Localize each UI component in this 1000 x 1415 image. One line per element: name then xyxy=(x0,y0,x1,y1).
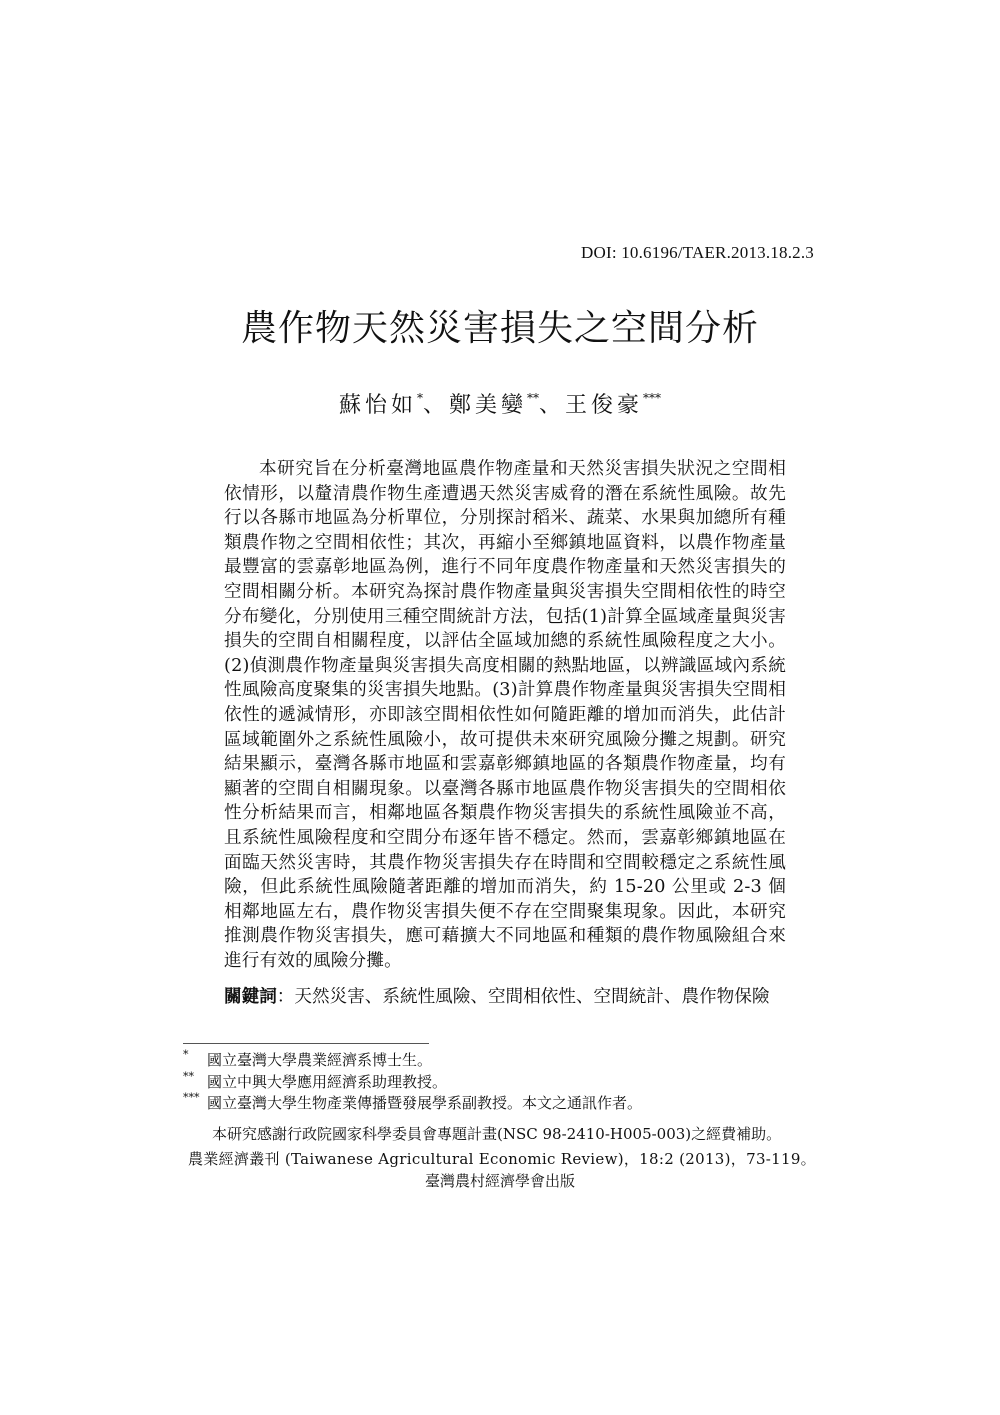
author-mark: * xyxy=(416,391,423,405)
author-mark: ** xyxy=(527,391,539,405)
footnote xyxy=(183,1069,823,1094)
abstract: 本研究旨在分析臺灣地區農作物產量和天然災害損失狀況之空間相依情形，以釐清農作物生產遭遇天然災害威脅的潛在系統性風險。故先行以各縣市地區為分析單位，分別探討稻米、蔬菜、水果與加總所有種類農作物之空間相依性；其次，再縮小至鄉鎮地區資料，以農作物產量最豐富的雲嘉彰地區為例，進行不同年度農作物產量和天然災害損失的空間相關分析。本研究為探討農作物產量與災害損失空間相依性的時空分布變化，分別使用三種空間統計方法，包括(1)計算全區域產量與災害損失的空間自相關程度，以評估全區域加總的系統性風險程度之大小。(2)偵測農作物產量與災害損失高度相關的熱點地區，以辨識區域內系統性風險高度聚集的災害損失地點。(3)計算農作物產量與災害損失空間相依性的遞減情形，亦即該空間相依性如何隨距離的增加而消失，此估計區域範圍外之系統性風險小，故可提供未來研究風險分攤之規劃。研究結果顯示，臺灣各縣市地區和雲嘉彰鄉鎮地區的各類農作物產量，均有顯著的空間自相關現象。以臺灣各縣市地區農作物災害損失的空間相依性分析結果而言，相鄰地區各類農作物災害損失的系統性風險並不高，且系統性風險程度和空間分布逐年皆不穩定。然而，雲嘉彰鄉鎮地區在面臨天然災害時，其農作物災害損失存在時間和空間較穩定之系統性風險，但此系統性風險隨著距離的增加而消失，約 15-20 公里或 2-3 個相鄰地區左右，農作物災害損失便不存在空間聚集現象。因此，本研究推測農作物災害損失，應可藉擴大不同地區和種類的農作物風險組合來進行有效的風險分攤。 xyxy=(224,459,786,971)
author-mark: *** xyxy=(643,391,662,405)
footnote xyxy=(183,1050,823,1072)
keywords-label: 關鍵詞 xyxy=(224,987,277,1007)
author-name: 蘇怡如 xyxy=(338,393,417,418)
keywords xyxy=(224,983,804,1008)
footnotes xyxy=(183,1050,823,1115)
publisher: 臺灣農村經濟學會出版 xyxy=(424,1172,575,1190)
footnote-text: 國立中興大學應用經濟系助理教授。 xyxy=(207,1072,448,1091)
author-list xyxy=(0,388,1000,419)
author-separator: 、 xyxy=(422,393,449,418)
keywords-colon: ： xyxy=(276,987,295,1007)
author-separator: 、 xyxy=(539,393,566,418)
author-name: 王俊豪 xyxy=(565,393,644,418)
footnote-mark: * xyxy=(183,1048,189,1061)
footnote-mark: *** xyxy=(183,1091,200,1104)
doi: DOI: 10.6196/TAER.2013.18.2.3 xyxy=(581,243,814,262)
journal-citation: 農業經濟叢刊 (Taiwanese Agricultural Economic Review)，18:2 (2013)，73-119。 xyxy=(188,1150,816,1168)
funding-acknowledgement: 本研究感謝行政院國家科學委員會專題計畫(NSC 98-2410-H005-003)之經費補助。 xyxy=(212,1125,782,1143)
footnote-mark: ** xyxy=(183,1069,194,1083)
footnote-divider xyxy=(183,1043,429,1044)
footnote-text: 國立臺灣大學生物產業傳播暨發展學系副教授。本文之通訊作者。 xyxy=(207,1094,643,1112)
paper-title: 農作物天然災害損失之空間分析 xyxy=(240,308,759,349)
footnote xyxy=(183,1093,823,1115)
keywords-text: 天然災害、系統性風險、空間相依性、空間統計、農作物保險 xyxy=(294,987,770,1007)
footnote-text: 國立臺灣大學農業經濟系博士生。 xyxy=(207,1051,433,1069)
author-name: 鄭美孌 xyxy=(448,393,527,418)
